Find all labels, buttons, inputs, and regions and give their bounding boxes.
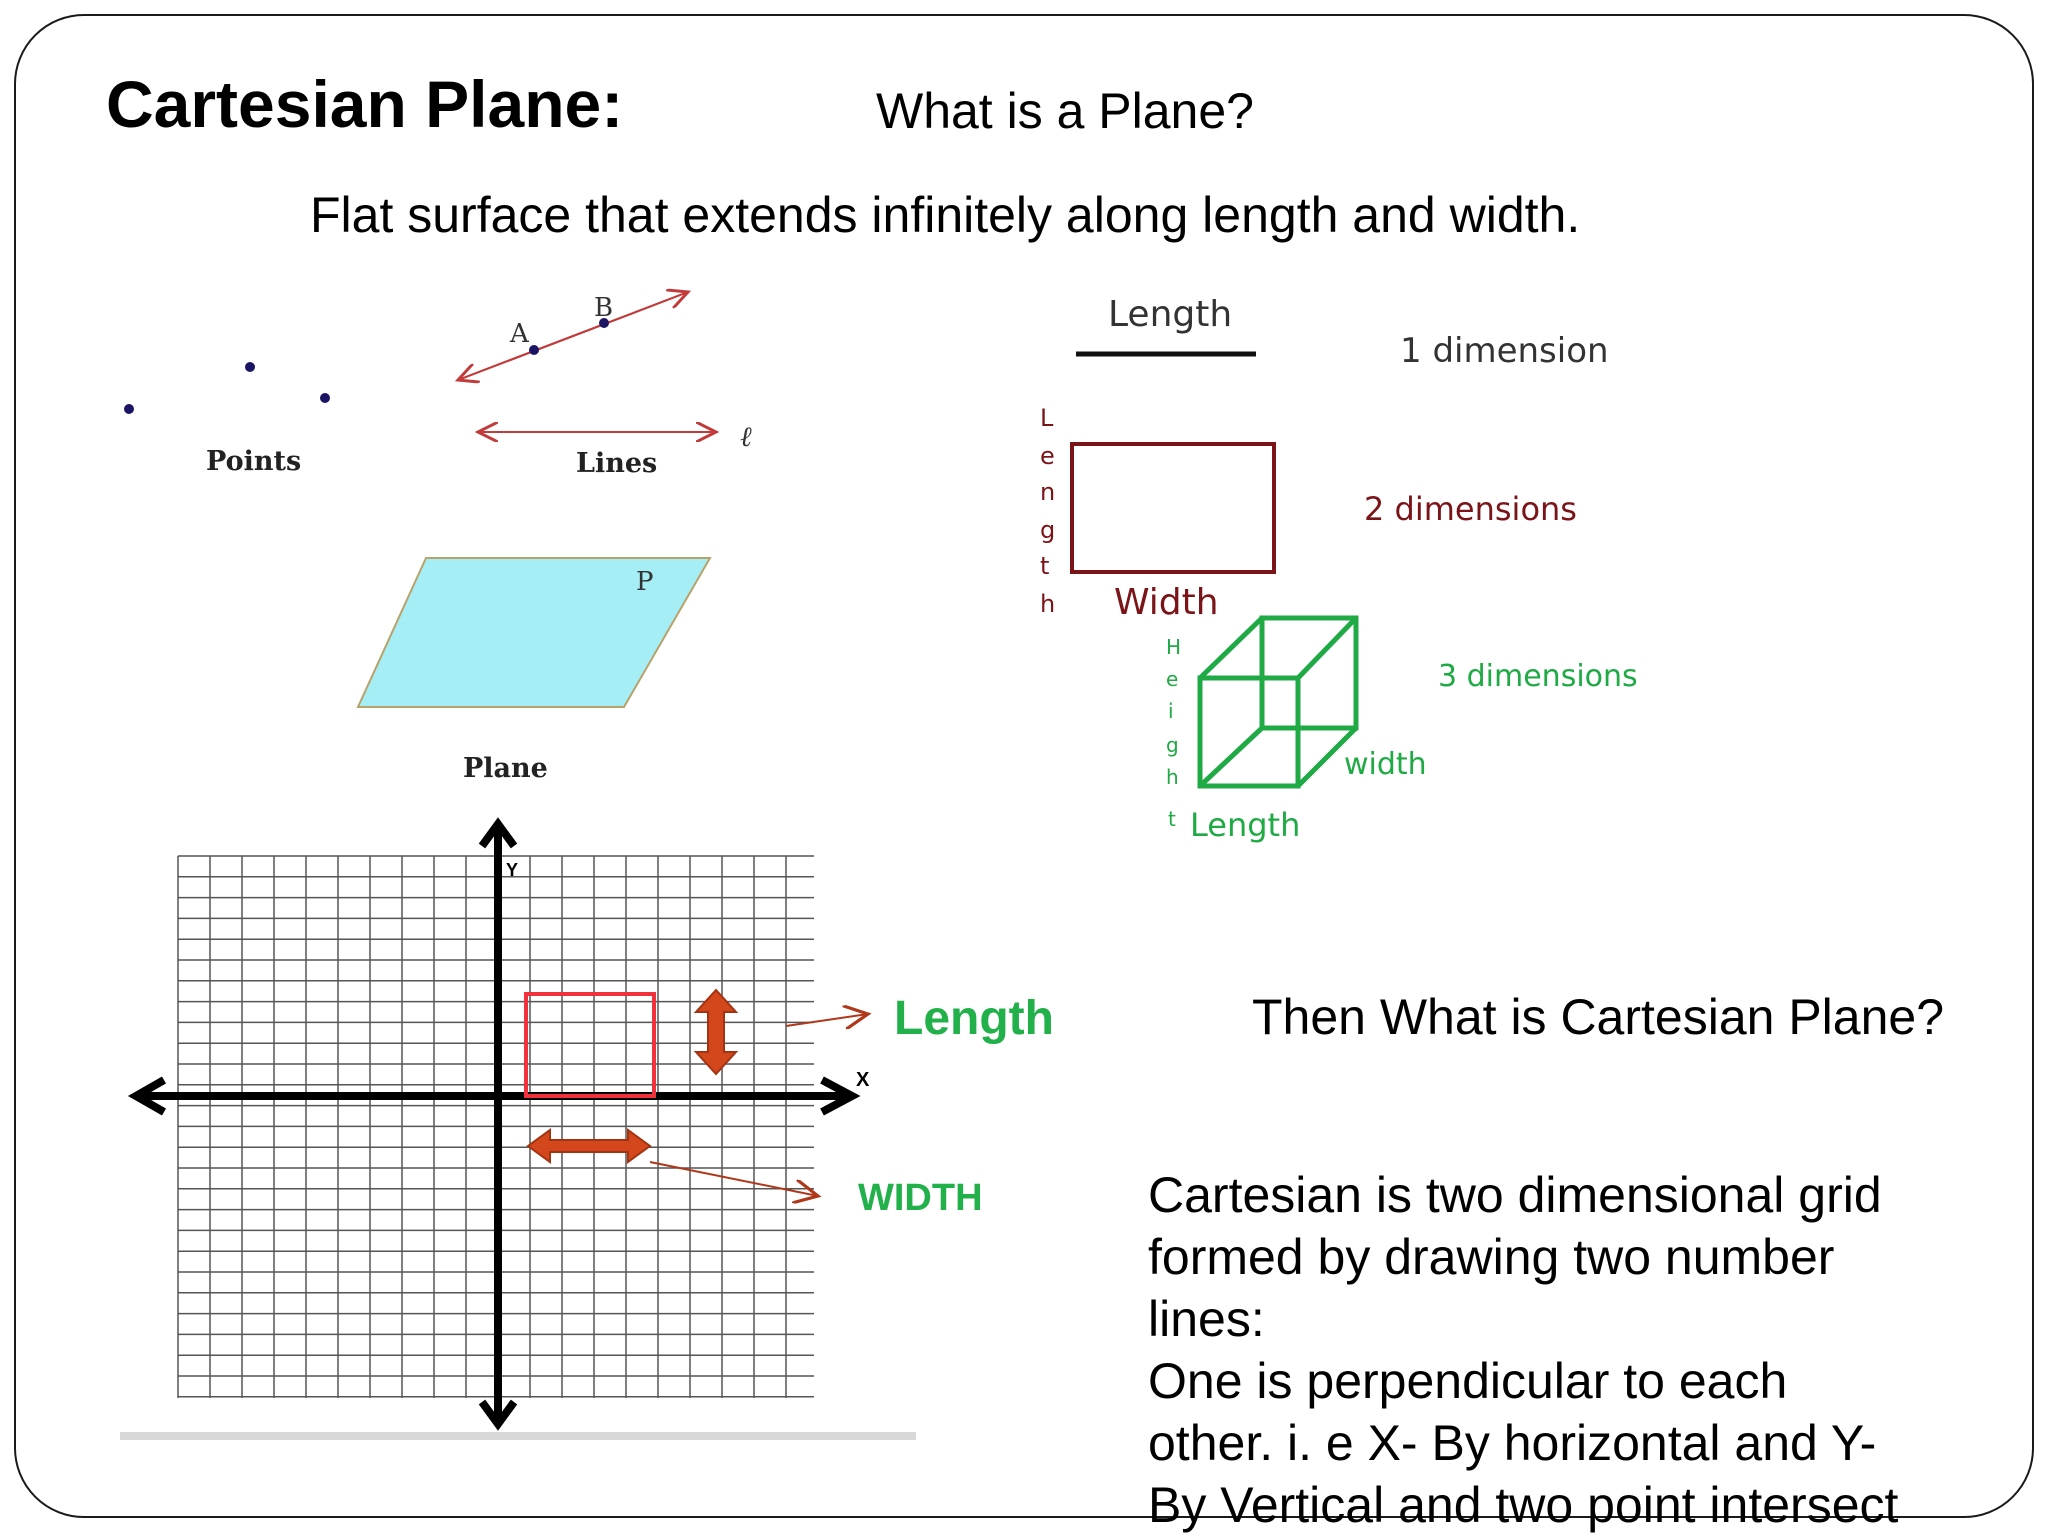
length-pointer <box>786 1014 868 1026</box>
point-dot <box>245 362 255 372</box>
length-double-arrow <box>696 990 736 1074</box>
cube-drawing <box>1200 618 1356 786</box>
line-name-label: ℓ <box>740 420 752 453</box>
height-letter: t <box>1168 807 1176 831</box>
width-pointer <box>650 1162 818 1196</box>
red-rectangle <box>526 994 654 1096</box>
two-d-rectangle <box>1072 444 1274 572</box>
length-letter: h <box>1040 590 1056 618</box>
height-letter: i <box>1168 699 1174 723</box>
height-letter: H <box>1166 635 1182 659</box>
cube-length-label: Length <box>1190 806 1301 844</box>
point-b-label: B <box>594 293 614 323</box>
definition-line: other. i. e X- By horizontal and Y- <box>1148 1415 1877 1471</box>
cartesian-question: Then What is Cartesian Plane? <box>1252 989 1945 1045</box>
definition-line: lines: <box>1148 1291 1265 1347</box>
plane-parallelogram <box>358 558 710 707</box>
definition-line: One is perpendicular to each <box>1148 1353 1788 1409</box>
two-dimensions-label: 2 dimensions <box>1364 490 1577 528</box>
height-letter: e <box>1166 667 1179 691</box>
height-letter: h <box>1166 765 1179 789</box>
x-axis-label: X <box>856 1069 870 1091</box>
line-ab-reverse <box>458 292 688 380</box>
length-letter: e <box>1040 442 1055 470</box>
plane-question: What is a Plane? <box>876 83 1254 139</box>
vertical-length-label <box>1040 404 1055 618</box>
length-label: Length <box>1108 294 1233 335</box>
plane-figure <box>358 558 710 784</box>
point-dot <box>124 404 134 414</box>
definition-line: By Vertical and two point intersect <box>1148 1477 1899 1533</box>
vertical-height-label <box>1166 635 1181 831</box>
plane-label: Plane <box>463 753 548 784</box>
width-double-arrow <box>528 1130 650 1162</box>
dimensions-figure <box>1040 294 1638 844</box>
cartesian-grid-figure <box>120 824 1054 1436</box>
length-annotation: Length <box>894 992 1054 1045</box>
width-label: Width <box>1114 582 1219 623</box>
width-annotation: WIDTH <box>858 1177 983 1219</box>
height-letter: g <box>1166 733 1179 757</box>
plane-point-label: P <box>636 567 654 597</box>
lines-label: Lines <box>576 448 658 479</box>
length-letter: g <box>1040 516 1056 544</box>
one-dimension-label: 1 dimension <box>1400 331 1609 371</box>
plane-definition: Flat surface that extends infinitely along length and width. <box>310 187 1581 243</box>
length-letter: t <box>1040 552 1050 580</box>
definition-line: formed by drawing two number <box>1148 1229 1835 1285</box>
length-letter: L <box>1040 404 1054 432</box>
length-letter: n <box>1040 478 1056 506</box>
y-axis-label: Y <box>506 860 519 880</box>
three-dimensions-label: 3 dimensions <box>1438 659 1638 694</box>
lines-figure <box>458 292 752 479</box>
point-a-dot <box>529 345 539 355</box>
slide-title: Cartesian Plane: <box>106 67 624 141</box>
cube-width-label: width <box>1344 747 1427 782</box>
point-a-label: A <box>510 319 529 349</box>
definition-line: Cartesian is two dimensional grid <box>1148 1167 1882 1223</box>
points-label: Points <box>206 446 302 477</box>
point-dot <box>320 393 330 403</box>
points-figure <box>124 362 330 477</box>
